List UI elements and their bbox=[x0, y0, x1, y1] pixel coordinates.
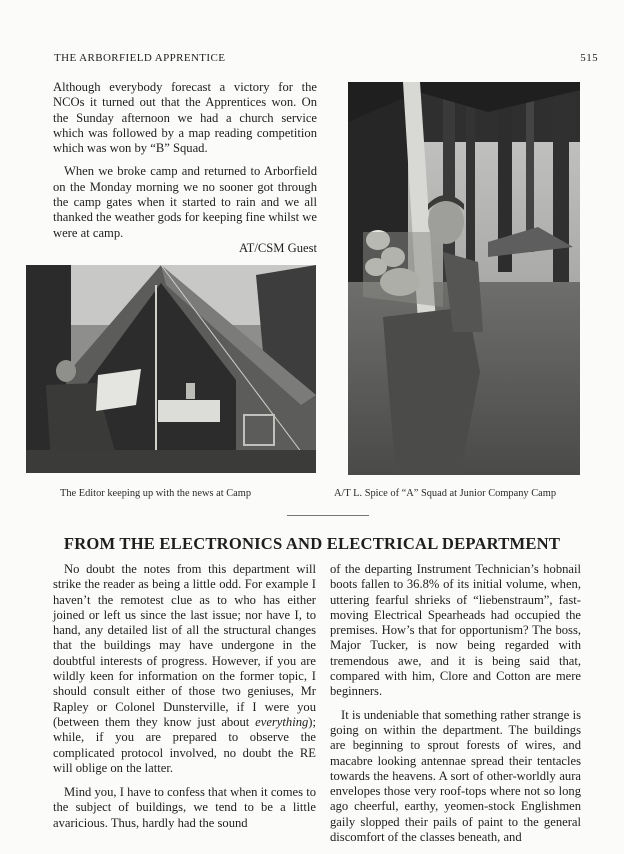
article-paragraph-2: Mind you, I have to confess that when it comes to the subject of buildings, we tend to be a little avaricious. Thus, hardly had the sound bbox=[53, 785, 316, 830]
photo-boy-carrying-logs bbox=[348, 82, 580, 475]
journal-title: THE ARBORFIELD APPRENTICE bbox=[54, 52, 226, 64]
left-photo-caption: The Editor keeping up with the news at Camp bbox=[60, 488, 252, 499]
tent-photo-illustration bbox=[26, 265, 316, 473]
article-paragraph-4: It is undeniable that something rather strange is going on within the department. The buildings are beginning to sprout forests of wires, and macabre looking antennae spread their tentacles towards the heavens. A sort of other-worldly aura envelopes those very roof-tops where not so long ago cheerful, earthy, yeomen-stock Englishmen gaily slopped their pails of paint to the general discomfort of the classes beneath, and bbox=[330, 707, 581, 845]
page-number: 515 bbox=[580, 52, 598, 64]
running-header bbox=[54, 52, 598, 64]
intro-text bbox=[53, 80, 317, 256]
right-photo-caption: A/T L. Spice of “A” Squad at Junior Company Camp bbox=[334, 488, 557, 499]
article-paragraph-1 bbox=[53, 562, 316, 776]
paragraph-1-emphasis: everything bbox=[255, 714, 309, 729]
forest-photo-illustration bbox=[348, 82, 580, 475]
article-paragraph-3: of the departing Instrument Technician’s hobnail boots fallen to 36.8% of its initial volume, when, uttering fearful shrieks of “liebenstraum”, fast-moving Electrical Spearheads had occupied the premises. How’s that for opportunism? The boss, Major Tucker, is now being regarded with tremendous awe, and it is being said that, compared with him, Clore and Cotton are mere beginners. bbox=[330, 562, 581, 699]
paragraph-1-part-b: ); while, if you are prepared to observe the complicated protocol involved, no doubt the RE will oblige on the latter. bbox=[53, 714, 316, 775]
intro-paragraph-1: Although everybody forecast a victory for the NCOs it turned out that the Apprentices won. On the Sunday afternoon we had a church service which was followed by a map reading competition which was won by “B” Squad. bbox=[53, 80, 317, 156]
article-column-left bbox=[53, 562, 316, 840]
author-signature: AT/CSM Guest bbox=[238, 240, 317, 255]
paragraph-1-part-a: No doubt the notes from this department will strike the reader as being a little odd. For example I haven’t the remotest clue as to who has either joined or left us since the last issue; nor have I, to hand, any detailed list of all the structural changes that the buildings may have undergone in the doubtful interests of progress. However, if you are wildly keen for information on the former topic, I should consult either of those two geniuses, Mr Rapley or Colonel Dunsterville, if I were you (between them they know just about bbox=[53, 562, 316, 729]
photo-editor-at-camp bbox=[26, 265, 316, 473]
article-column-right bbox=[330, 562, 581, 854]
intro-paragraph-2: When we broke camp and returned to Arborfield on the Monday morning we no sooner got through the camp gates when it started to rain and we all thanked the weather gods for keeping fine whilst we were at camp. bbox=[53, 164, 317, 240]
section-divider bbox=[287, 515, 369, 516]
article-title: FROM THE ELECTRONICS AND ELECTRICAL DEPARTMENT bbox=[63, 534, 561, 553]
